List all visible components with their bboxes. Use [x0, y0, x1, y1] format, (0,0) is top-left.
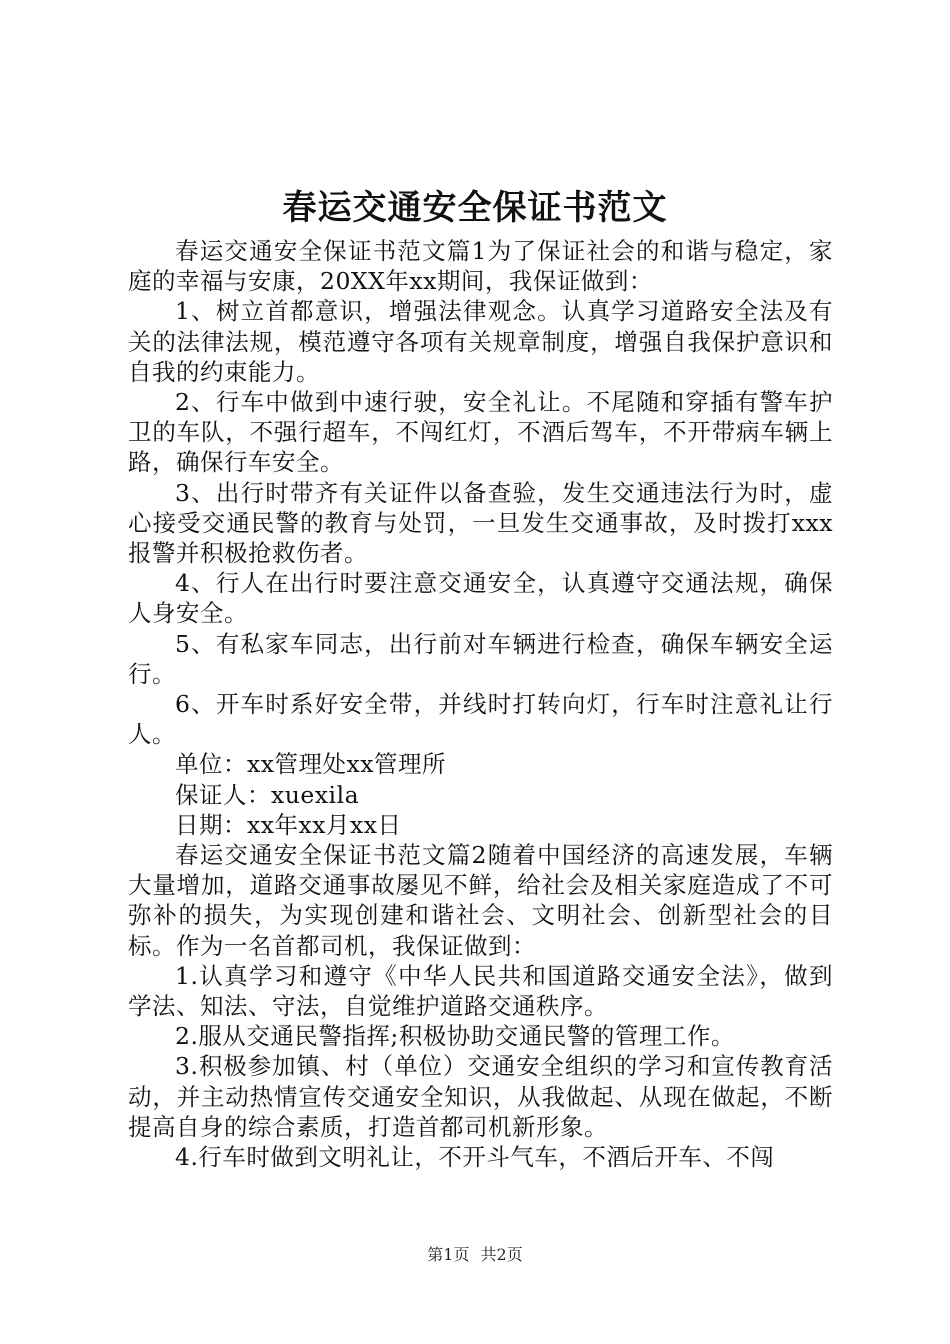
paragraph: 6、开车时系好安全带，并线时打转向灯，行车时注意礼让行人。: [128, 690, 833, 749]
paragraph: 2、行车中做到中速行驶，安全礼让。不尾随和穿插有警车护卫的车队，不强行超车，不闯红灯，不酒后驾车，不开带病车辆上路，确保行车安全。: [128, 388, 833, 477]
paragraph: 5、有私家车同志，出行前对车辆进行检查，确保车辆安全运行。: [128, 629, 833, 688]
paragraph: 1.认真学习和遵守《中华人民共和国道路交通安全法》，做到学法、知法、守法，自觉维护道路交通秩序。: [128, 961, 833, 1021]
document-title: 春运交通安全保证书范文: [282, 188, 668, 228]
document-body: [128, 236, 833, 1172]
paragraph: 春运交通安全保证书范文篇2随着中国经济的高速发展，车辆大量增加，道路交通事故屡见不鲜，给社会及相关家庭造成了不可弥补的损失，为实现创建和谐社会、文明社会、创新型社会的目标。作为一名首都司机，我保证做到：: [128, 841, 833, 960]
signature-date: 日期：xx年xx月xx日: [175, 810, 402, 839]
signature-unit: 单位：xx管理处xx管理所: [175, 750, 447, 779]
paragraph: 3、出行时带齐有关证件以备查验，发生交通违法行为时，虚心接受交通民警的教育与处罚，一旦发生交通事故，及时拨打xxx报警并积极抢救伤者。: [128, 478, 833, 568]
paragraph: 春运交通安全保证书范文篇1为了保证社会的和谐与稳定，家庭的幸福与安康，20XX年xx期间，我保证做到：: [128, 237, 833, 296]
paragraph: 4.行车时做到文明礼让，不开斗气车，不酒后开车、不闯: [175, 1143, 775, 1172]
paragraph: 1、树立首都意识，增强法律观念。认真学习道路安全法及有关的法律法规，模范遵守各项有关规章制度，增强自我保护意识和自我的约束能力。: [128, 297, 833, 386]
signature-guarantor: 保证人：xuexila: [175, 780, 360, 809]
page-number-current: 第1页: [427, 1245, 470, 1264]
paragraph: 2.服从交通民警指挥;积极协助交通民警的管理工作。: [175, 1022, 735, 1051]
page-number-total: 共2页: [480, 1245, 523, 1264]
paragraph: 4、行人在出行时要注意交通安全，认真遵守交通法规，确保人身安全。: [128, 569, 833, 628]
page-footer: [0, 1244, 950, 1266]
paragraph: 3.积极参加镇、村（单位）交通安全组织的学习和宣传教育活动，并主动热情宣传交通安全知识，从我做起、从现在做起，不断提高自身的综合素质，打造首都司机新形象。: [128, 1052, 833, 1141]
